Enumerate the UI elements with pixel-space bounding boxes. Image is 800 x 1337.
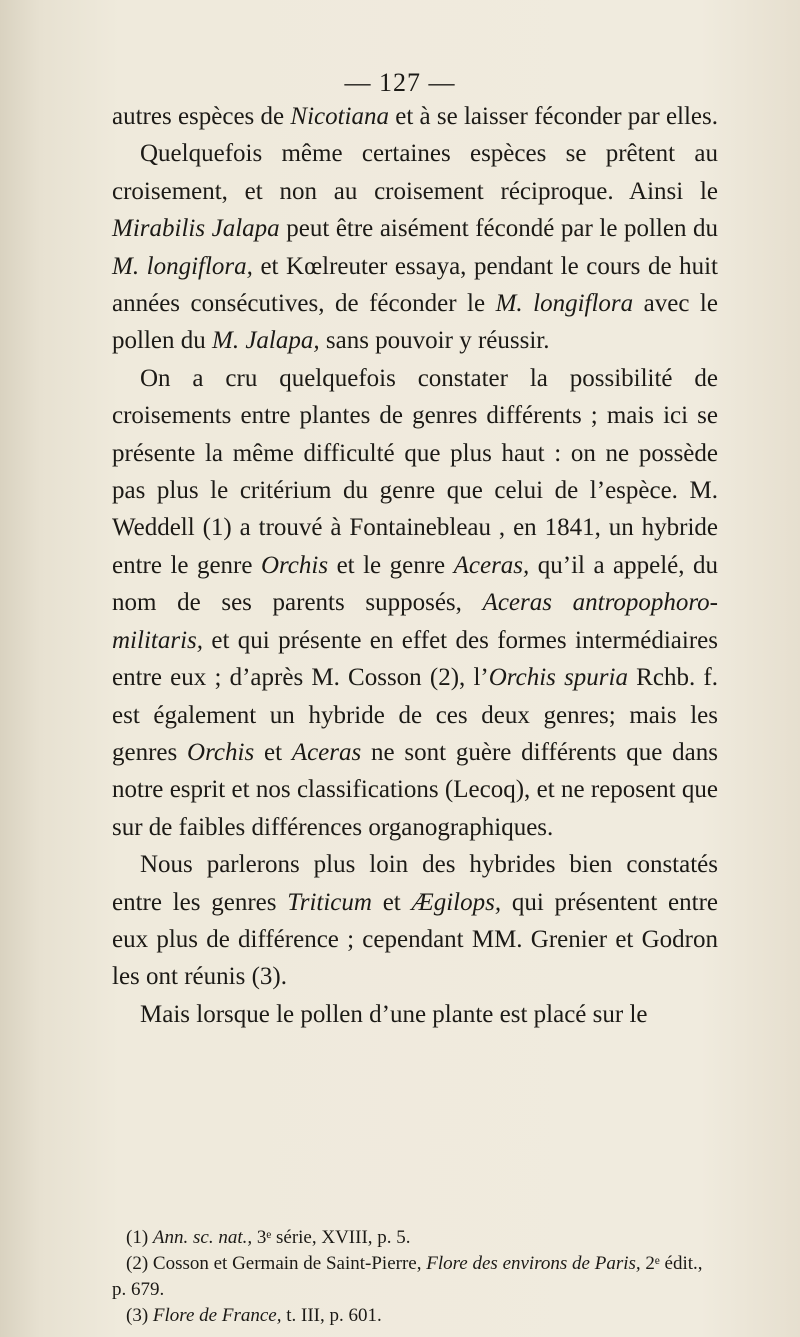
- italic-text: Mirabilis Jalapa: [112, 215, 280, 243]
- text-span: ne sont guère différents que dans notre esprit et nos classifications (Lecoq), et ne reposent que sur de faibles différences organographiques.: [112, 738, 719, 841]
- text-span: (3): [126, 1305, 153, 1326]
- italic-text: M. longiflora,: [112, 252, 253, 280]
- footnote: [112, 1251, 718, 1303]
- text-span: et: [371, 888, 412, 916]
- text-span: et à se laisser féconder par elles.: [389, 103, 719, 130]
- text-span: qui présentent entre eux plus de différence ; cependant MM. Grenier et Godron les ont réunis (3).: [112, 888, 718, 991]
- text-span: t. III, p. 601.: [281, 1305, 382, 1326]
- footnote: [112, 1225, 718, 1251]
- text-span: et Kœlreuter essaya, pendant le cours de huit années consécutives, de féconder le: [112, 252, 718, 318]
- text-span: Rchb. f. est également un hybride de ces deux genres; mais les genres: [112, 664, 718, 766]
- italic-text: Ægilops,: [411, 888, 502, 916]
- paragraph: [112, 846, 718, 996]
- italic-text: Orchis spuria: [488, 664, 628, 692]
- text-span: peut être aisément fécondé par le pollen du: [279, 215, 718, 243]
- italic-text: Flore de France,: [152, 1305, 282, 1326]
- italic-text: Aceras: [291, 738, 362, 766]
- footnote: [112, 1303, 718, 1329]
- paragraph: [112, 98, 718, 135]
- paragraph: [112, 360, 718, 846]
- italic-text: Aceras,: [453, 551, 530, 579]
- text-span: et: [254, 738, 292, 766]
- italic-text: Orchis: [187, 738, 255, 766]
- italic-text: Ann. sc. nat.,: [152, 1227, 253, 1248]
- text-span: 3ᵉ série, XVIII, p. 5.: [252, 1227, 411, 1248]
- italic-text: Nicotiana: [290, 103, 389, 130]
- text-span: On a cru quelquefois constater la possibilité de croisements entre plantes de genres différents ; mais ici se présente la même difficulté que plus haut : on ne possède pas plus le critérium du genre que celui de l’espèce. M. Weddell (1) a trouvé à Fontainebleau , en 1841, un hybride entre le genre: [112, 364, 718, 579]
- text-span: et qui présente en effet des formes intermédiaires entre eux ; d’après M. Cosson (2), l’: [112, 626, 718, 692]
- italic-text: Flore des environs de Paris,: [426, 1253, 641, 1274]
- italic-text: Aceras antropophoro-militaris,: [112, 589, 719, 654]
- text-span: avec le pollen du: [112, 290, 718, 355]
- text-span: Quelquefois même certaines espèces se prêtent au croisement, et non au croisement réciproque. Ainsi le: [112, 140, 718, 205]
- page-number: — 127 —: [344, 68, 456, 97]
- italic-text: M. longiflora: [495, 290, 634, 318]
- text-span: Nous parlerons plus loin des hybrides bien constatés entre les genres: [112, 851, 718, 916]
- italic-text: M. Jalapa,: [212, 327, 320, 355]
- paragraph: [112, 996, 718, 1033]
- text-span: qu’il a appelé, du nom de ses parents supposés,: [112, 551, 718, 617]
- text-span: 2ᵉ édit., p. 679.: [112, 1253, 703, 1300]
- text-span: sans pouvoir y réussir.: [319, 327, 550, 355]
- paragraph: [112, 135, 718, 359]
- italic-text: Triticum: [287, 888, 372, 916]
- text-span: (2) Cosson et Germain de Saint-Pierre,: [126, 1253, 427, 1274]
- text-span: autres espèces de: [112, 103, 291, 130]
- footnotes: [112, 1225, 718, 1329]
- main-text: [112, 98, 718, 1033]
- italic-text: Orchis: [260, 551, 329, 579]
- text-span: et le genre: [328, 551, 454, 579]
- text-span: (1): [126, 1227, 153, 1248]
- text-span: Mais lorsque le pollen d’une plante est placé sur le: [140, 1000, 648, 1028]
